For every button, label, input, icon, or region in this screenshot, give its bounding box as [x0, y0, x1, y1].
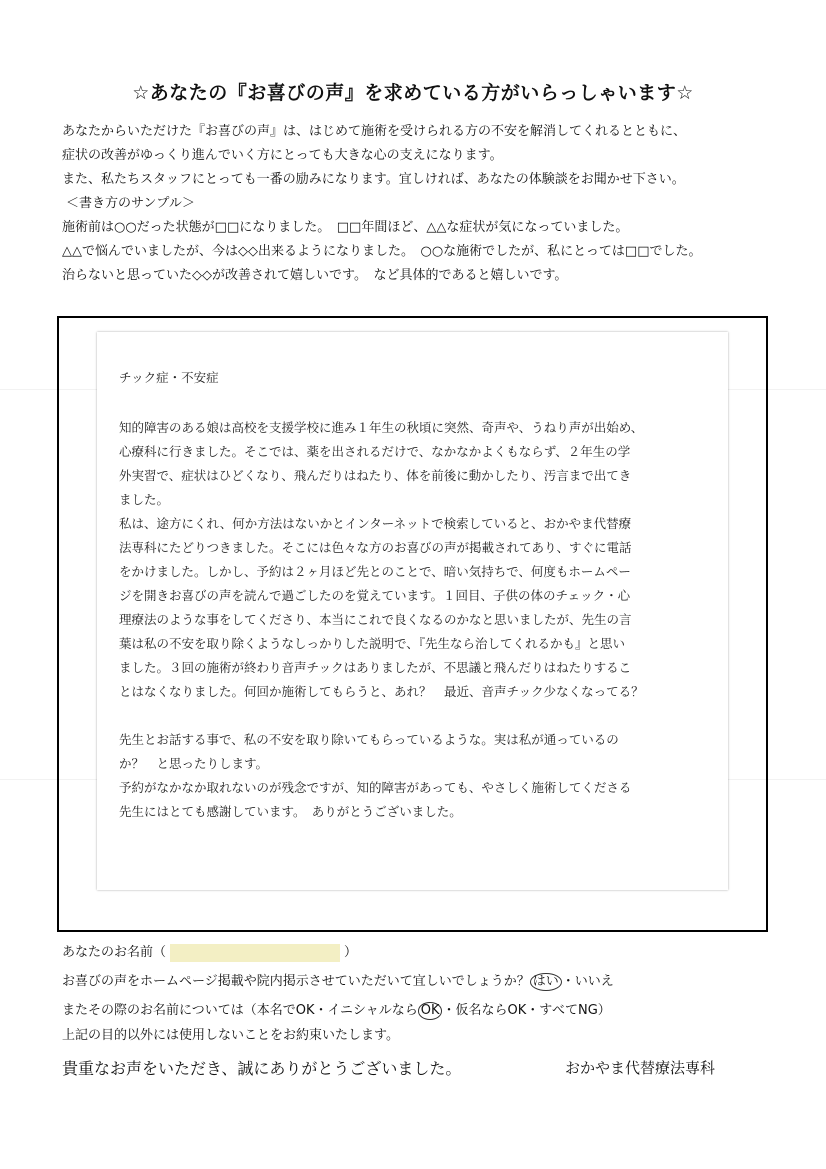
intro-line: また、私たちスタッフにとっても一番の励みになります。宜しければ、あなたの体験談をお聞かせ下さい。	[62, 172, 685, 187]
sample-line: 施術前は○○だった状態が□□になりました。 □□年間ほど、△△な症状が気になっていました。	[62, 220, 629, 235]
intro-text	[62, 120, 782, 288]
sample-line: 治らないと思っていた◇◇が改善されて嬉しいです。 など具体的であると嬉しいです。	[62, 268, 568, 283]
sample-line: △△で悩んでいましたが、今は◇◇出来るようになりました。 ○○な施術でしたが、私にとっては□□でした。	[62, 244, 702, 259]
publish-yes-option[interactable]: はい	[530, 973, 562, 991]
testimonial-line: とはなくなりました。何回か施術してもらうと、あれ？ 最近、音声チック少なくなってる？	[119, 684, 644, 699]
testimonial-line: か？ と思ったりします。	[119, 756, 269, 771]
testimonial-line: 外実習で、症状はひどくなり、飛んだりはねたり、体を前後に動かしたり、汚言まで出てき	[119, 468, 632, 483]
testimonial-line: 先生にはとても感謝しています。 ありがとうございました。	[119, 804, 462, 819]
name-row	[62, 941, 357, 962]
testimonial-paper	[97, 332, 728, 890]
publish-row	[62, 970, 614, 991]
name-field[interactable]	[170, 944, 340, 962]
privacy-note: 上記の目的以外には使用しないことをお約束いたします。	[62, 1028, 399, 1043]
intro-line: あなたからいただけた『お喜びの声』は、はじめて施術を受けられる方の不安を解消してくれるとともに、	[62, 124, 687, 139]
testimonial-line: 知的障害のある娘は高校を支援学校に進み１年生の秋頃に突然、奇声や、うねり声が出始め、	[119, 420, 644, 435]
name-policy-text: またその際のお名前については（本名でOK・イニシャルなら	[62, 1003, 418, 1018]
intro-line: 症状の改善がゆっくり進んでいく方にとっても大きな心の支えになります。	[62, 148, 503, 163]
testimonial-line: ジを開きお喜びの声を読んで過ごしたのを覚えています。１回目、子供の体のチェック・心	[119, 588, 631, 603]
name-policy-text-rest: ・仮名ならOK・すべてNG）	[442, 1003, 611, 1018]
testimonial-heading: チック症・不安症	[119, 370, 219, 385]
testimonial-line: 理療法のような事をしてくださり、本当にこれで良くなるのかなと思いましたが、先生の言	[119, 612, 632, 627]
clinic-name: おかやま代替療法専科	[565, 1059, 716, 1077]
testimonial-line: 先生とお話する事で、私の不安を取り除いてもらっているような。実は私が通っているの	[119, 732, 619, 747]
testimonial-line: 心療科に行きました。そこでは、薬を出されるだけで、なかなかよくもならず、２年生の学	[119, 444, 631, 459]
testimonial-line: 予約がなかなか取れないのが残念ですが、知的障害があっても、やさしく施術してくださる	[119, 780, 632, 795]
testimonial-line: 法専科にたどりつきました。そこには色々な方のお喜びの声が掲載されてあり、すぐに電話	[119, 540, 632, 555]
testimonial-line: 私は、途方にくれ、何か方法はないかとインターネットで検索していると、おかやま代替療	[119, 516, 632, 531]
testimonial-box	[57, 316, 768, 932]
page-title: ☆あなたの『お喜びの声』を求めている方がいらっしゃいます☆	[132, 82, 694, 104]
publish-question: お喜びの声をホームページ掲載や院内掲示させていただいて宜しいでしょうか？	[62, 974, 530, 989]
sample-heading: ＜書き方のサンプル＞	[66, 196, 195, 211]
publish-separator: ・	[561, 974, 575, 989]
name-label: あなたのお名前（	[62, 945, 167, 960]
name-close: ）	[344, 945, 358, 960]
publish-no-option[interactable]: いいえ	[574, 974, 614, 989]
testimonial-line: をかけました。しかし、予約は２ヶ月ほど先とのことで、暗い気持ちで、何度もホームペー	[119, 564, 631, 579]
thanks-message: 貴重なお声をいただき、誠にありがとうございました。	[62, 1059, 462, 1078]
testimonial-line: ました。３回の施術が終わり音声チックはありましたが、不思議と飛んだりはねたりするこ	[119, 660, 632, 675]
testimonial-line: 葉は私の不安を取り除くようなしっかりした説明で、『先生なら治してくれるかも』と思い	[119, 636, 626, 651]
initials-ok-option[interactable]: OK	[418, 1002, 443, 1020]
testimonial-line: ました。	[119, 492, 170, 507]
name-policy-row	[62, 999, 611, 1020]
